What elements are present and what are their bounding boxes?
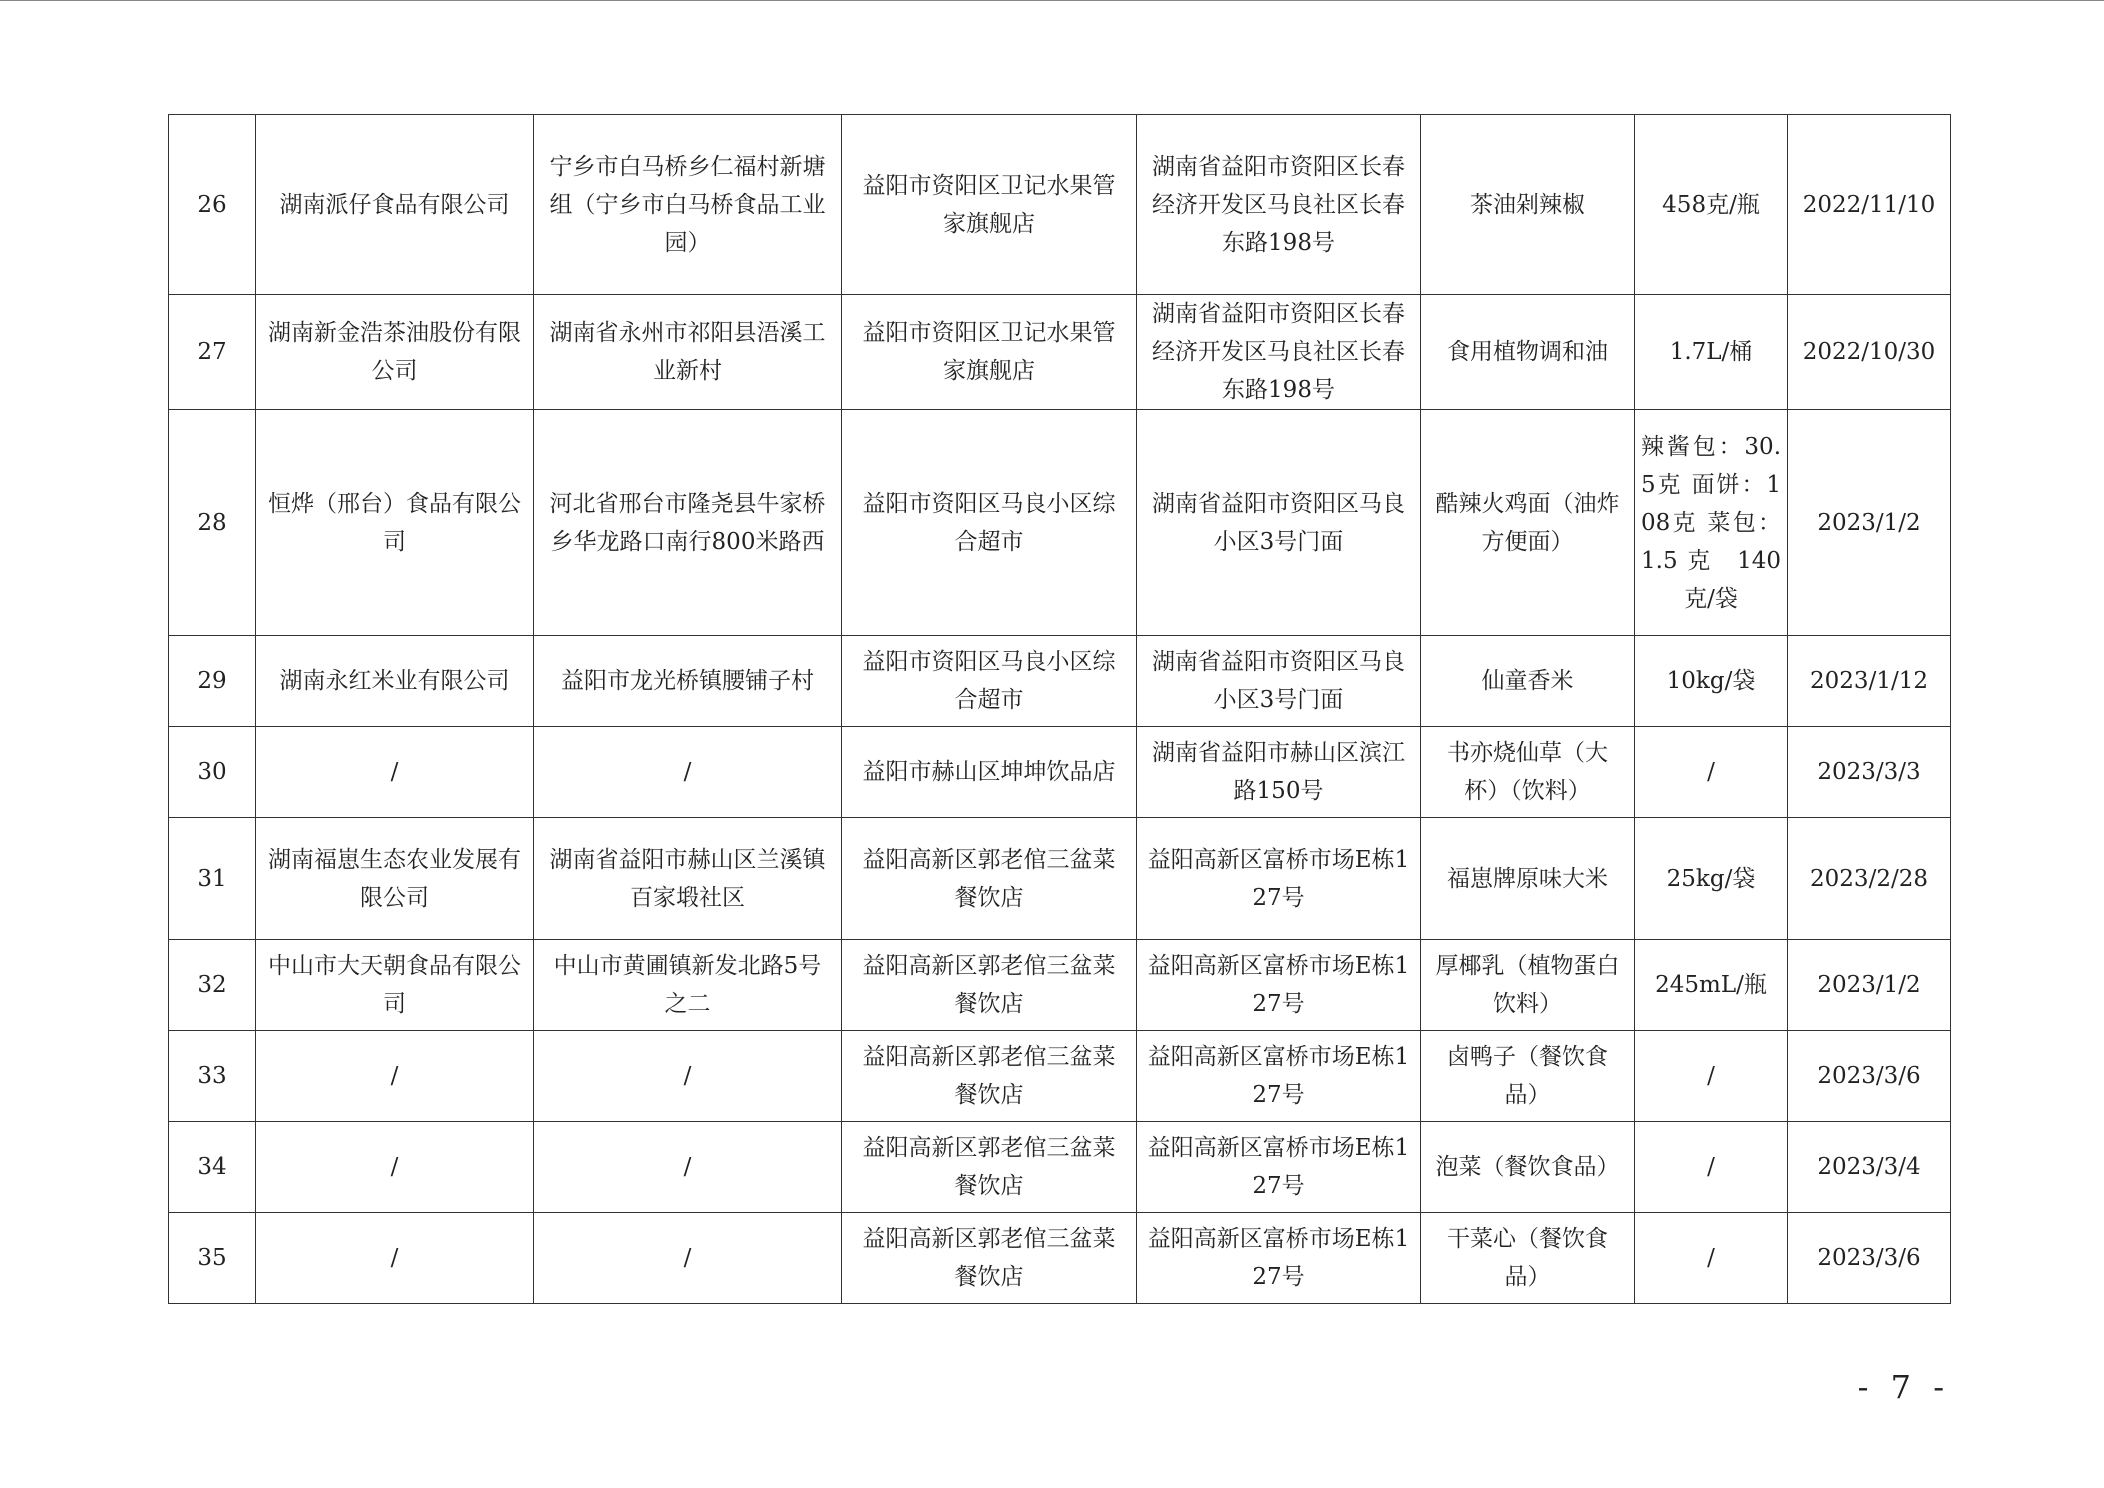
product-name: 厚椰乳（植物蛋白饮料） bbox=[1421, 940, 1635, 1031]
product-spec: / bbox=[1635, 727, 1788, 818]
seller-address: 湖南省益阳市资阳区长春经济开发区马良社区长春东路198号 bbox=[1137, 115, 1421, 295]
table-row bbox=[169, 818, 1951, 940]
row-number: 34 bbox=[169, 1122, 256, 1213]
row-number: 30 bbox=[169, 727, 256, 818]
seller-address: 湖南省益阳市资阳区长春经济开发区马良社区长春东路198号 bbox=[1137, 295, 1421, 410]
seller-name: 益阳市资阳区卫记水果管家旗舰店 bbox=[842, 295, 1137, 410]
product-spec: 10kg/袋 bbox=[1635, 636, 1788, 727]
seller-name: 益阳市赫山区坤坤饮品店 bbox=[842, 727, 1137, 818]
manufacturer-name: / bbox=[256, 1213, 534, 1304]
seller-name: 益阳高新区郭老倌三盆菜餐饮店 bbox=[842, 1031, 1137, 1122]
seller-name: 益阳高新区郭老倌三盆菜餐饮店 bbox=[842, 818, 1137, 940]
seller-name: 益阳市资阳区马良小区综合超市 bbox=[842, 410, 1137, 636]
seller-address: 湖南省益阳市资阳区马良小区3号门面 bbox=[1137, 636, 1421, 727]
manufacturer-address: 益阳市龙光桥镇腰铺子村 bbox=[534, 636, 842, 727]
product-name: 书亦烧仙草（大杯）（饮料） bbox=[1421, 727, 1635, 818]
seller-name: 益阳高新区郭老倌三盆菜餐饮店 bbox=[842, 1213, 1137, 1304]
manufacturer-name: / bbox=[256, 727, 534, 818]
product-spec: 25kg/袋 bbox=[1635, 818, 1788, 940]
manufacturer-name: 恒烨（邢台）食品有限公司 bbox=[256, 410, 534, 636]
production-date: 2023/3/6 bbox=[1788, 1213, 1951, 1304]
manufacturer-name: 湖南福崽生态农业发展有限公司 bbox=[256, 818, 534, 940]
seller-address: 湖南省益阳市资阳区马良小区3号门面 bbox=[1137, 410, 1421, 636]
seller-name: 益阳市资阳区马良小区综合超市 bbox=[842, 636, 1137, 727]
table-row bbox=[169, 295, 1951, 410]
production-date: 2023/1/2 bbox=[1788, 940, 1951, 1031]
seller-address: 益阳高新区富桥市场E栋127号 bbox=[1137, 1122, 1421, 1213]
seller-name: 益阳市资阳区卫记水果管家旗舰店 bbox=[842, 115, 1137, 295]
row-number: 32 bbox=[169, 940, 256, 1031]
manufacturer-address: / bbox=[534, 1213, 842, 1304]
seller-address: 益阳高新区富桥市场E栋127号 bbox=[1137, 1213, 1421, 1304]
product-name: 酷辣火鸡面（油炸方便面） bbox=[1421, 410, 1635, 636]
product-spec: / bbox=[1635, 1213, 1788, 1304]
table-row bbox=[169, 1122, 1951, 1213]
product-name: 仙童香米 bbox=[1421, 636, 1635, 727]
production-date: 2023/2/28 bbox=[1788, 818, 1951, 940]
seller-name: 益阳高新区郭老倌三盆菜餐饮店 bbox=[842, 1122, 1137, 1213]
product-name: 食用植物调和油 bbox=[1421, 295, 1635, 410]
row-number: 29 bbox=[169, 636, 256, 727]
product-spec: 辣酱包：30.5克 面饼：108克 菜包：1.5克 140克/袋 bbox=[1635, 410, 1788, 636]
table-row bbox=[169, 1031, 1951, 1122]
manufacturer-address: 河北省邢台市隆尧县牛家桥乡华龙路口南行800米路西 bbox=[534, 410, 842, 636]
row-number: 35 bbox=[169, 1213, 256, 1304]
manufacturer-name: 湖南永红米业有限公司 bbox=[256, 636, 534, 727]
page-number: - 7 - bbox=[1857, 1368, 1950, 1406]
manufacturer-address: / bbox=[534, 727, 842, 818]
manufacturer-address: 中山市黄圃镇新发北路5号之二 bbox=[534, 940, 842, 1031]
production-date: 2023/3/3 bbox=[1788, 727, 1951, 818]
seller-address: 益阳高新区富桥市场E栋127号 bbox=[1137, 818, 1421, 940]
seller-address: 益阳高新区富桥市场E栋127号 bbox=[1137, 1031, 1421, 1122]
table-row bbox=[169, 1213, 1951, 1304]
manufacturer-address: 宁乡市白马桥乡仁福村新塘组（宁乡市白马桥食品工业园） bbox=[534, 115, 842, 295]
production-date: 2022/10/30 bbox=[1788, 295, 1951, 410]
production-date: 2022/11/10 bbox=[1788, 115, 1951, 295]
seller-address: 益阳高新区富桥市场E栋127号 bbox=[1137, 940, 1421, 1031]
product-spec: 458克/瓶 bbox=[1635, 115, 1788, 295]
product-spec: 1.7L/桶 bbox=[1635, 295, 1788, 410]
table-row bbox=[169, 636, 1951, 727]
table-row bbox=[169, 410, 1951, 636]
manufacturer-address: 湖南省永州市祁阳县浯溪工业新村 bbox=[534, 295, 842, 410]
product-name: 泡菜（餐饮食品） bbox=[1421, 1122, 1635, 1213]
manufacturer-address: / bbox=[534, 1031, 842, 1122]
table-row bbox=[169, 115, 1951, 295]
seller-name: 益阳高新区郭老倌三盆菜餐饮店 bbox=[842, 940, 1137, 1031]
manufacturer-name: 中山市大天朝食品有限公司 bbox=[256, 940, 534, 1031]
row-number: 31 bbox=[169, 818, 256, 940]
row-number: 28 bbox=[169, 410, 256, 636]
product-name: 福崽牌原味大米 bbox=[1421, 818, 1635, 940]
manufacturer-name: / bbox=[256, 1122, 534, 1213]
product-name: 卤鸭子（餐饮食品） bbox=[1421, 1031, 1635, 1122]
table-row bbox=[169, 727, 1951, 818]
manufacturer-name: 湖南派仔食品有限公司 bbox=[256, 115, 534, 295]
row-number: 26 bbox=[169, 115, 256, 295]
production-date: 2023/3/6 bbox=[1788, 1031, 1951, 1122]
row-number: 33 bbox=[169, 1031, 256, 1122]
seller-address: 湖南省益阳市赫山区滨江路150号 bbox=[1137, 727, 1421, 818]
product-name: 干菜心（餐饮食品） bbox=[1421, 1213, 1635, 1304]
table-row bbox=[169, 940, 1951, 1031]
page-top-border bbox=[0, 0, 2104, 1]
production-date: 2023/1/12 bbox=[1788, 636, 1951, 727]
manufacturer-name: 湖南新金浩茶油股份有限公司 bbox=[256, 295, 534, 410]
row-number: 27 bbox=[169, 295, 256, 410]
manufacturer-address: 湖南省益阳市赫山区兰溪镇百家塅社区 bbox=[534, 818, 842, 940]
production-date: 2023/1/2 bbox=[1788, 410, 1951, 636]
manufacturer-address: / bbox=[534, 1122, 842, 1213]
product-spec: 245mL/瓶 bbox=[1635, 940, 1788, 1031]
product-name: 茶油剁辣椒 bbox=[1421, 115, 1635, 295]
product-spec: / bbox=[1635, 1031, 1788, 1122]
production-date: 2023/3/4 bbox=[1788, 1122, 1951, 1213]
product-spec: / bbox=[1635, 1122, 1788, 1213]
sampling-table bbox=[168, 114, 1951, 1304]
manufacturer-name: / bbox=[256, 1031, 534, 1122]
